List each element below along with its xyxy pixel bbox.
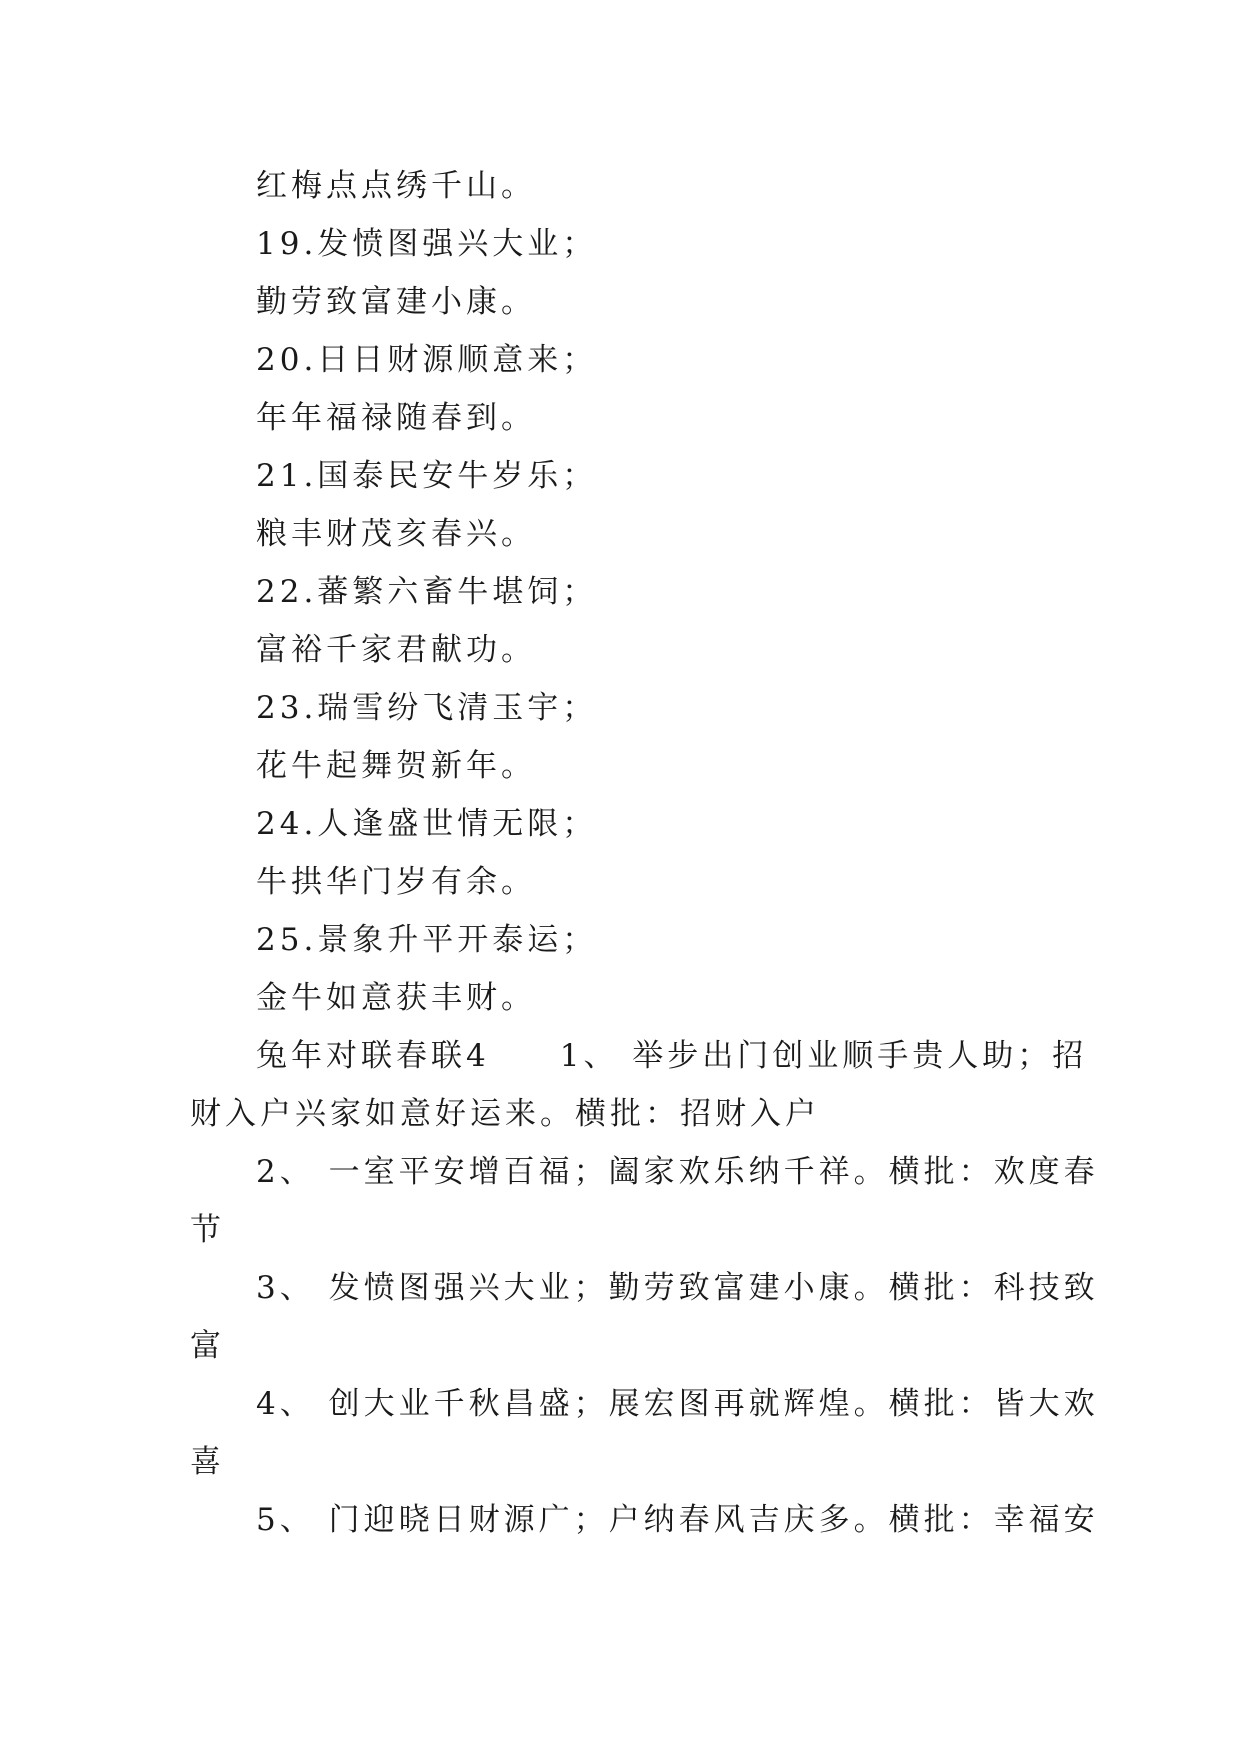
couplet-line: 20.日日财源顺意来；	[256, 342, 598, 378]
paragraph-line: 财入户兴家如意好运来。横批：招财入户	[190, 1096, 820, 1132]
paragraph-line: 4、 创大业千秋昌盛；展宏图再就辉煌。横批：皆大欢	[256, 1386, 1099, 1422]
couplet-line: 红梅点点绣千山。	[256, 168, 536, 204]
paragraph-line: 5、 门迎晓日财源广；户纳春风吉庆多。横批：幸福安	[256, 1502, 1099, 1538]
couplet-line: 花牛起舞贺新年。	[256, 748, 536, 784]
couplet-line: 金牛如意获丰财。	[256, 980, 536, 1016]
couplet-line: 24.人逢盛世情无限；	[256, 806, 598, 842]
paragraph-line: 喜	[190, 1444, 225, 1480]
paragraph-line: 3、 发愤图强兴大业；勤劳致富建小康。横批：科技致	[256, 1270, 1099, 1306]
couplet-line: 年年福禄随春到。	[256, 400, 536, 436]
couplet-line: 粮丰财茂亥春兴。	[256, 516, 536, 552]
couplet-line: 22.蕃繁六畜牛堪饲；	[256, 574, 598, 610]
couplet-line: 富裕千家君献功。	[256, 632, 536, 668]
paragraph-line: 兔年对联春联4 1、 举步出门创业顺手贵人助；招	[256, 1038, 1088, 1074]
paragraph-line: 节	[190, 1212, 225, 1248]
couplet-line: 25.景象升平开泰运；	[256, 922, 598, 958]
paragraph-line: 富	[190, 1328, 225, 1364]
couplet-line: 21.国泰民安牛岁乐；	[256, 458, 598, 494]
couplet-line: 勤劳致富建小康。	[256, 284, 536, 320]
paragraph-line: 2、 一室平安增百福；阖家欢乐纳千祥。横批：欢度春	[256, 1154, 1099, 1190]
couplet-line: 牛拱华门岁有余。	[256, 864, 536, 900]
couplet-line: 23.瑞雪纷飞清玉宇；	[256, 690, 598, 726]
couplet-line: 19.发愤图强兴大业；	[256, 226, 598, 262]
